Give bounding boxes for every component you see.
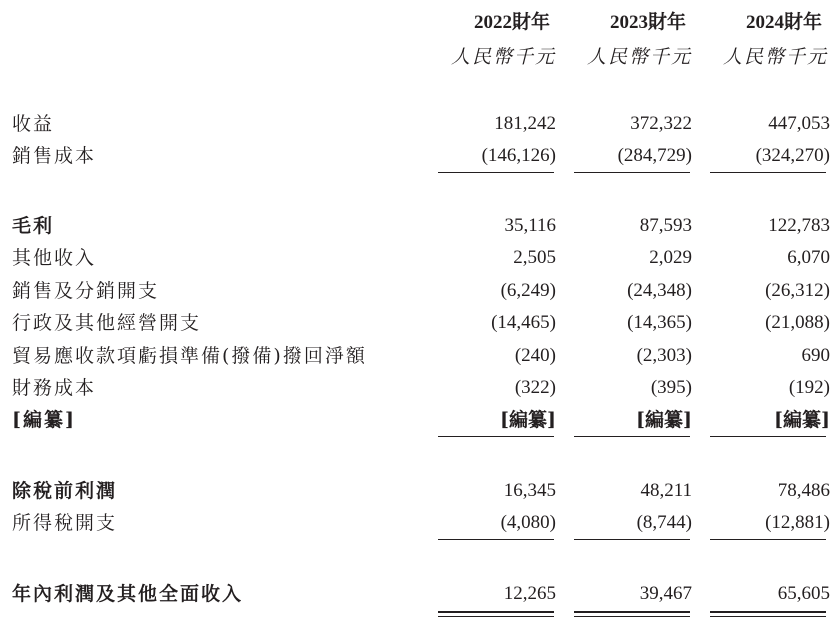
cell-2024: [編纂] <box>774 409 830 431</box>
cell-2024: 6,070 <box>787 247 830 268</box>
cell-2023: (24,348) <box>627 280 692 301</box>
cell-2022: [編纂] <box>500 409 556 431</box>
subtotal-rule <box>710 539 826 540</box>
cell-2024: (324,270) <box>755 145 830 166</box>
cell-2023: (14,365) <box>627 312 692 333</box>
cell-2023: (8,744) <box>636 512 692 533</box>
row-label: 年內利潤及其他全面收入 <box>12 583 244 605</box>
table-row-income-tax <box>0 509 835 537</box>
row-label: 除稅前利潤 <box>12 480 118 502</box>
cell-2022: 16,345 <box>503 480 556 501</box>
table-row-finance-costs <box>0 374 835 402</box>
cell-2022: 2,505 <box>513 247 556 268</box>
cell-2022: (4,080) <box>500 512 556 533</box>
total-double-rule <box>710 611 826 617</box>
cell-2024: (21,088) <box>765 312 830 333</box>
year-header-2024: 2024財年 <box>745 12 822 33</box>
cell-2023: [編纂] <box>636 409 692 431</box>
table-row-profit-for-year <box>0 580 835 608</box>
row-label: 毛利 <box>12 215 55 237</box>
year-header-2023: 2023財年 <box>609 12 686 33</box>
cell-2022: (240) <box>514 345 556 366</box>
unit-label-2023: 人民幣千元 <box>586 46 692 68</box>
table-row-revenue <box>0 110 835 138</box>
cell-2023: 2,029 <box>649 247 692 268</box>
unit-label-2022: 人民幣千元 <box>450 46 556 68</box>
subtotal-rule <box>710 172 826 173</box>
year-header-2022: 2022財年 <box>473 12 550 33</box>
row-label: 銷售成本 <box>12 145 97 167</box>
row-label: 所得稅開支 <box>12 512 118 534</box>
cell-2024: 65,605 <box>777 583 830 604</box>
cell-2022: (146,126) <box>481 145 556 166</box>
subtotal-rule <box>574 436 690 437</box>
subtotal-rule <box>574 539 690 540</box>
row-label: 收益 <box>12 113 55 135</box>
total-double-rule <box>574 611 690 617</box>
table-row-cost-of-sales <box>0 142 835 170</box>
table-row-admin-expenses <box>0 309 835 337</box>
cell-2023: (2,303) <box>636 345 692 366</box>
cell-2023: 87,593 <box>639 215 692 236</box>
table-row-profit-before-tax <box>0 477 835 505</box>
row-label: 財務成本 <box>12 377 97 399</box>
row-label: 貿易應收款項虧損準備(撥備)撥回淨額 <box>12 345 367 367</box>
cell-2023: 48,211 <box>640 480 692 501</box>
cell-2022: (14,465) <box>491 312 556 333</box>
row-label: 其他收入 <box>12 247 97 269</box>
subtotal-rule <box>438 539 554 540</box>
table-row-redacted <box>0 406 835 434</box>
cell-2023: 372,322 <box>630 113 692 134</box>
row-label: [編纂] <box>12 409 76 431</box>
row-label: 行政及其他經營開支 <box>12 312 202 334</box>
subtotal-rule <box>574 172 690 173</box>
table-row-gross-profit <box>0 212 835 240</box>
subtotal-rule <box>438 436 554 437</box>
subtotal-rule <box>438 172 554 173</box>
row-label: 銷售及分銷開支 <box>12 280 160 302</box>
table-row-other-income <box>0 244 835 272</box>
cell-2022: 35,116 <box>504 215 556 236</box>
cell-2023: (284,729) <box>617 145 692 166</box>
cell-2024: 690 <box>801 345 830 366</box>
table-row-selling-expenses <box>0 277 835 305</box>
cell-2023: 39,467 <box>639 583 692 604</box>
cell-2022: (6,249) <box>500 280 556 301</box>
total-double-rule <box>438 611 554 617</box>
table-row-impairment <box>0 342 835 370</box>
cell-2022: (322) <box>514 377 556 398</box>
unit-label-2024: 人民幣千元 <box>722 46 828 68</box>
cell-2024: (12,881) <box>765 512 830 533</box>
cell-2024: (192) <box>788 377 830 398</box>
cell-2024: 122,783 <box>768 215 830 236</box>
cell-2022: 12,265 <box>503 583 556 604</box>
cell-2024: (26,312) <box>765 280 830 301</box>
cell-2024: 447,053 <box>768 113 830 134</box>
cell-2022: 181,242 <box>494 113 556 134</box>
subtotal-rule <box>710 436 826 437</box>
cell-2024: 78,486 <box>777 480 830 501</box>
cell-2023: (395) <box>650 377 692 398</box>
